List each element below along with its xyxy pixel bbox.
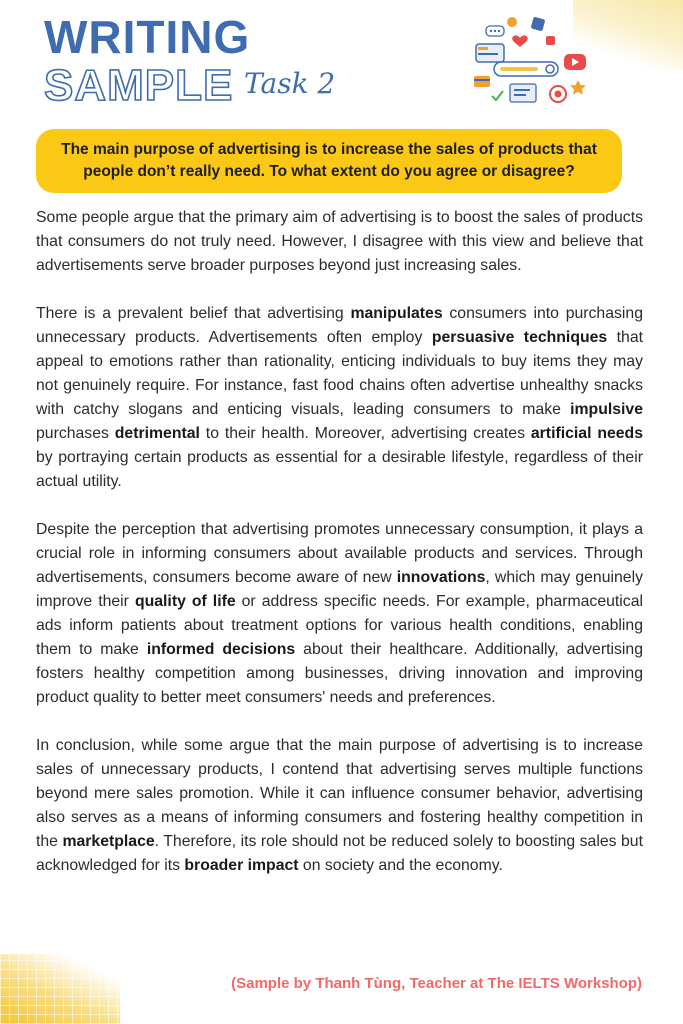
bold-term: marketplace: [62, 833, 155, 850]
paragraph-text: . Therefore, its role should not be reduced solely to boosting sales but acknowledged for its: [36, 833, 643, 874]
essay-paragraph-3: [36, 518, 643, 710]
paragraph-text: by portraying certain products as essential for a desirable lifestyle, regardless of their actual utility.: [36, 449, 643, 490]
marketing-illustration-icon: [466, 14, 596, 106]
paragraph-text: Some people argue that the primary aim of advertising is to boost the sales of products that consumers do not truly need. However, I disagree with this view and believe that advertisements serve broader purposes beyond just increasing sales.: [36, 209, 643, 274]
bold-term: innovations: [396, 569, 486, 586]
bold-term: informed decisions: [146, 641, 296, 658]
question-text: The main purpose of advertising is to increase the sales of products that people don’t really need. To what extent do you agree or disagree?: [61, 141, 597, 180]
paragraph-text: to their health. Moreover, advertising creates: [199, 425, 531, 442]
paragraph-text: Despite the perception that advertising promotes unnecessary consumption, it plays a crucial role in informing consumers about available products and services. Through advertisements, consumers become aware of new: [36, 521, 643, 586]
paragraph-text: There is a prevalent belief that advertising: [36, 305, 351, 322]
paragraph-text: , which may genuinely improve their: [36, 569, 643, 610]
question-box: [36, 129, 622, 193]
essay-paragraph-1: [36, 206, 643, 278]
paragraph-text: on society and the economy.: [298, 857, 503, 874]
paragraph-text: purchases: [36, 425, 115, 442]
paragraph-text: about their healthcare. Additionally, advertising fosters healthy competition among businesses, driving innovation and improving product quality to better meet consumers' needs and preferences.: [36, 641, 643, 706]
bold-term: detrimental: [114, 425, 200, 442]
paragraph-text: consumers into purchasing unnecessary products. Advertisements often employ: [36, 305, 643, 346]
title-writing: WRITING: [44, 11, 251, 63]
corner-decoration-bottom-left: [0, 954, 120, 1024]
essay-body: [36, 206, 643, 902]
title-sample: SAMPLE: [44, 61, 234, 110]
bold-term: quality of life: [134, 593, 236, 610]
essay-paragraph-2: [36, 302, 643, 494]
bold-term: manipulates: [350, 305, 443, 322]
bold-term: artificial needs: [530, 425, 643, 442]
bold-term: impulsive: [570, 401, 643, 418]
paragraph-text: In conclusion, while some argue that the main purpose of advertising is to increase sales of unnecessary products, I contend that advertising serves multiple functions beyond mere sales promotion. While it can influence consumer behavior, advertising also serves as a means of informing consumers and fostering healthy competition in the: [36, 737, 643, 850]
bold-term: persuasive techniques: [431, 329, 608, 346]
bold-term: broader impact: [184, 857, 299, 874]
essay-paragraph-4: [36, 734, 643, 878]
paragraph-text: or address specific needs. For example, pharmaceutical ads inform patients about treatment options for various health conditions, enabling them to make: [36, 593, 643, 658]
paragraph-text: that appeal to emotions rather than rationality, enticing individuals to buy items they may not genuinely require. For instance, fast food chains often advertise unhealthy snacks with catchy slogans and enticing visuals, leading consumers to make: [36, 329, 643, 418]
sample-credit: (Sample by Thanh Tùng, Teacher at The IELTS Workshop): [231, 975, 642, 992]
task-label: Task 2: [244, 67, 336, 100]
